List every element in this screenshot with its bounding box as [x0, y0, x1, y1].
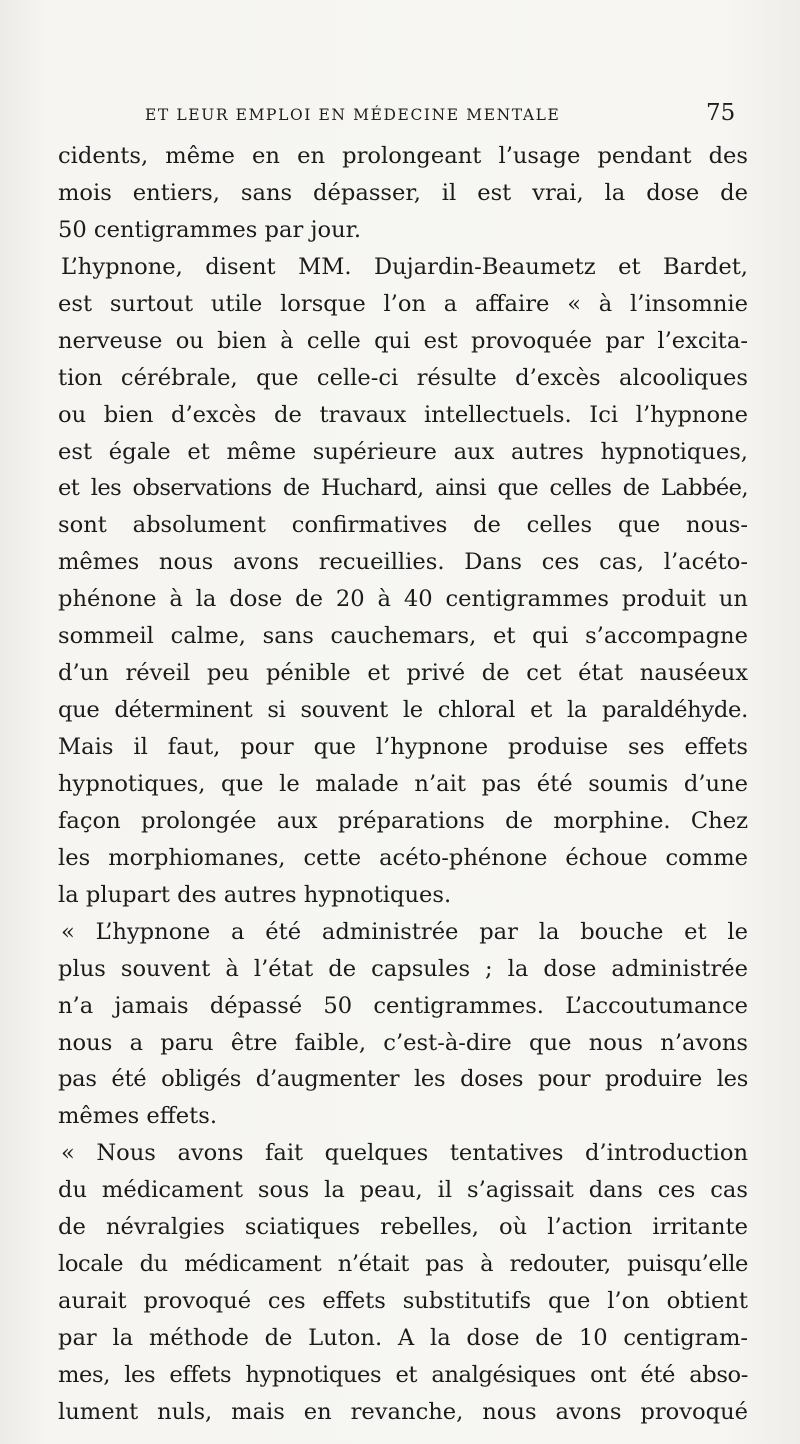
text-line: « L’hypnone a été administrée par la bouche et le — [61, 918, 748, 945]
text-line: hypnotiques, que le malade n’ait pas été soumis d’une — [58, 770, 748, 797]
text-line: façon prolongée aux préparations de morphine. Chez — [58, 807, 748, 834]
text-line: ou bien d’excès de travaux intellectuels. Ici l’hypnone — [58, 401, 748, 428]
text-line: 50 centigrammes par jour. — [58, 216, 362, 243]
text-line: par la méthode de Luton. A la dose de 10 centigram- — [58, 1325, 748, 1351]
body-text — [58, 138, 748, 1431]
text-line: les morphiomanes, cette acéto-phénone échoue comme — [58, 844, 748, 871]
text-line: aurait provoqué ces effets substitutifs que l’on obtient — [58, 1288, 748, 1315]
text-line: de névralgies sciatiques rebelles, où l’action irritante — [58, 1214, 748, 1241]
text-line: lument nuls, mais en revanche, nous avons provoqué — [58, 1398, 748, 1425]
text-line: et les observations de Huchard, ainsi que celles de Labbée, — [58, 475, 748, 502]
text-line: nous a paru être faible, c’est-à-dire que nous n’avons — [58, 1029, 748, 1056]
text-line: pas été obligés d’augmenter les doses pour produire les — [58, 1066, 748, 1093]
text-line: mes, les effets hypnotiques et analgésiques ont été abso- — [58, 1361, 748, 1388]
text-line: phénone à la dose de 20 à 40 centigrammes produit un — [58, 586, 748, 613]
text-line: n’a jamais dépassé 50 centigrammes. L’accoutumance — [58, 992, 748, 1019]
text-line: la plupart des autres hypnotiques. — [58, 881, 452, 908]
text-line: sommeil calme, sans cauchemars, et qui s’accompagne — [58, 623, 748, 650]
text-line: du médicament sous la peau, il s’agissait dans ces cas — [58, 1177, 748, 1204]
text-line: sont absolument confirmatives de celles que nous- — [58, 512, 748, 539]
text-line: « Nous avons fait quelques tentatives d’introduction — [61, 1140, 748, 1167]
text-line: d’un réveil peu pénible et privé de cet état nauséeux — [58, 660, 748, 687]
running-title: ET LEUR EMPLOI EN MÉDECINE MENTALE — [145, 106, 561, 124]
text-line: Mais il faut, pour que l’hypnone produise ses effets — [58, 734, 748, 760]
text-line: mêmes effets. — [58, 1103, 218, 1130]
text-line: mois entiers, sans dépasser, il est vrai, la dose de — [58, 179, 748, 206]
text-line: plus souvent à l’état de capsules ; la dose administrée — [58, 955, 748, 982]
text-line: est égale et même supérieure aux autres hypnotiques, — [58, 438, 748, 465]
text-line: locale du médicament n’était pas à redouter, puisqu’elle — [58, 1251, 748, 1278]
text-line: mêmes nous avons recueillies. Dans ces cas, l’acéto- — [58, 549, 748, 576]
text-line: L’hypnone, disent MM. Dujardin-Beaumetz et Bardet, — [61, 253, 748, 280]
text-line: cidents, même en en prolongeant l’usage pendant des — [58, 143, 748, 169]
text-line: que déterminent si souvent le chloral et la paraldéhyde. — [58, 697, 748, 724]
text-line: tion cérébrale, que celle-ci résulte d’excès alcooliques — [58, 364, 748, 391]
text-line: est surtout utile lorsque l’on a affaire « à l’insomnie — [58, 290, 748, 317]
page-number: 75 — [706, 100, 736, 126]
running-head — [0, 100, 800, 134]
text-line: nerveuse ou bien à celle qui est provoquée par l’excita- — [58, 327, 748, 354]
